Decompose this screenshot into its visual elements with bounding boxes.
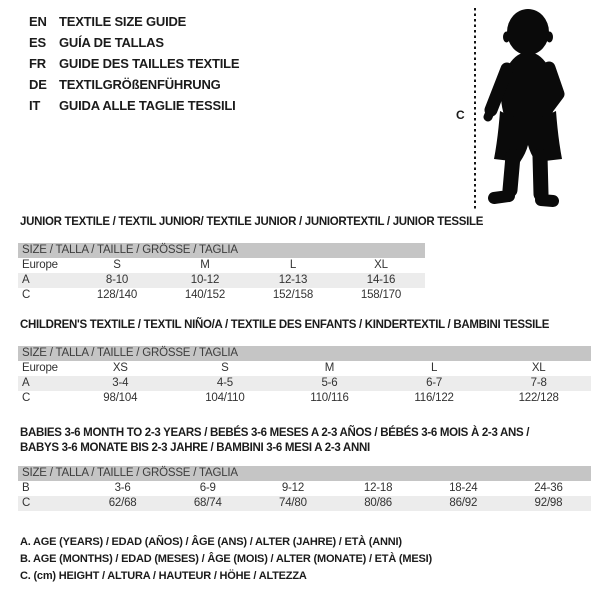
language-title: TEXTILGRÖßENFÜHRUNG	[59, 77, 221, 92]
table-cell: XS	[112, 362, 128, 374]
table-cell: L	[289, 259, 297, 271]
size-header-bar: SIZE / TALLA / TAILLE / GRÖSSE / TAGLIA	[18, 243, 425, 258]
language-title: GUIDA ALLE TAGLIE TESSILI	[59, 98, 236, 113]
language-code: EN	[29, 14, 47, 29]
junior-table	[18, 243, 425, 303]
table-cell: 62/68	[108, 497, 137, 509]
table-cell: 104/110	[205, 392, 245, 404]
table-cell: 6-9	[199, 482, 216, 494]
legend-line-a: A. AGE (YEARS) / EDAD (AÑOS) / ÂGE (ANS) / ALTER (JAHRE) / ETÀ (ANNI)	[20, 536, 402, 548]
table-cell: 74/80	[279, 497, 307, 509]
table-cell: 9-12	[281, 482, 305, 494]
table-cell: S	[221, 362, 229, 374]
table-cell: 152/158	[272, 289, 314, 301]
size-header-bar: SIZE / TALLA / TAILLE / GRÖSSE / TAGLIA	[18, 466, 591, 481]
row-label: C	[22, 392, 31, 404]
baby-silhouette-icon	[483, 6, 575, 214]
table-cell: XL	[531, 362, 546, 374]
language-title: GUIDE DES TAILLES TEXTILE	[59, 56, 240, 71]
babies-table-title-line1: BABIES 3-6 MONTH TO 2-3 YEARS / BEBÉS 3-6 MESES A 2-3 AÑOS / BÉBÉS 3-6 MOIS À 2-3 ANS /	[20, 427, 530, 439]
children-table-title: CHILDREN'S TEXTILE / TEXTIL NIÑO/A / TEXTILE DES ENFANTS / KINDERTEXTIL / BAMBINI TESSILE	[20, 319, 550, 331]
table-cell: 12-13	[278, 274, 308, 286]
table-cell: 140/152	[184, 289, 226, 301]
children-table	[18, 346, 591, 406]
row-label: A	[22, 274, 30, 286]
language-title: GUÍA DE TALLAS	[59, 35, 164, 50]
table-row-europe	[18, 258, 425, 273]
height-measure-dashed-line	[474, 8, 476, 210]
table-row-height	[18, 288, 425, 303]
babies-table	[18, 466, 591, 511]
row-label: B	[22, 482, 30, 494]
babies-table-title	[20, 426, 585, 456]
language-title: TEXTILE SIZE GUIDE	[59, 14, 187, 29]
language-row-it	[29, 95, 239, 116]
table-cell: 6-7	[426, 377, 443, 389]
language-code: IT	[29, 98, 41, 113]
table-row-europe	[18, 361, 591, 376]
language-row-de	[29, 74, 239, 95]
table-cell: 86/92	[449, 497, 478, 509]
table-cell: 128/140	[96, 289, 138, 301]
junior-table-title: JUNIOR TEXTILE / TEXTIL JUNIOR/ TEXTILE JUNIOR / JUNIORTEXTIL / JUNIOR TESSILE	[20, 216, 484, 228]
table-cell: 3-4	[112, 377, 129, 389]
size-header-bar: SIZE / TALLA / TAILLE / GRÖSSE / TAGLIA	[18, 346, 591, 361]
language-row-es	[29, 32, 239, 53]
table-cell: M	[324, 362, 335, 374]
table-row-months	[18, 481, 591, 496]
row-label: C	[22, 497, 31, 509]
table-cell: 68/74	[193, 497, 222, 509]
table-cell: 12-18	[363, 482, 393, 494]
table-row-age	[18, 376, 591, 391]
language-list	[29, 11, 239, 116]
row-label: A	[22, 377, 30, 389]
table-cell: L	[430, 362, 438, 374]
table-cell: 116/122	[414, 392, 454, 404]
table-cell: 18-24	[449, 482, 478, 494]
table-cell: 122/128	[518, 392, 559, 404]
language-code: DE	[29, 77, 47, 92]
table-cell: 24-36	[534, 482, 563, 494]
language-code: FR	[29, 56, 46, 71]
table-cell: 4-5	[216, 377, 233, 389]
legend-line-c: C. (cm) HEIGHT / ALTURA / HAUTEUR / HÖHE / ALTEZZA	[20, 570, 307, 582]
table-cell: M	[200, 259, 210, 271]
language-row-fr	[29, 53, 239, 74]
table-cell: 14-16	[366, 274, 396, 286]
measure-legend	[20, 534, 432, 585]
table-cell: 5-6	[321, 377, 338, 389]
table-cell: 8-10	[105, 274, 129, 286]
legend-line-b: B. AGE (MONTHS) / EDAD (MESES) / ÂGE (MOIS) / ALTER (MONATE) / ETÀ (MESI)	[20, 553, 432, 565]
table-cell: 158/170	[360, 289, 402, 301]
language-row-en	[29, 11, 239, 32]
height-measure-label: C	[456, 108, 465, 122]
table-cell: S	[113, 259, 121, 271]
table-cell: 10-12	[190, 274, 220, 286]
table-row-height	[18, 391, 591, 406]
table-cell: 98/104	[103, 392, 138, 404]
row-label: Europe	[22, 362, 58, 374]
table-cell: XL	[374, 259, 388, 271]
table-cell: 7-8	[530, 377, 547, 389]
table-row-height	[18, 496, 591, 511]
language-code: ES	[29, 35, 46, 50]
table-cell: 3-6	[114, 482, 131, 494]
babies-table-title-line2: BABYS 3-6 MONATE BIS 2-3 JAHRE / BAMBINI 3-6 MESI A 2-3 ANNI	[20, 442, 370, 454]
table-cell: 92/98	[534, 497, 563, 509]
table-cell: 80/86	[364, 497, 392, 509]
row-label: Europe	[22, 259, 58, 271]
table-row-age	[18, 273, 425, 288]
row-label: C	[22, 289, 31, 301]
table-cell: 110/116	[310, 392, 349, 404]
